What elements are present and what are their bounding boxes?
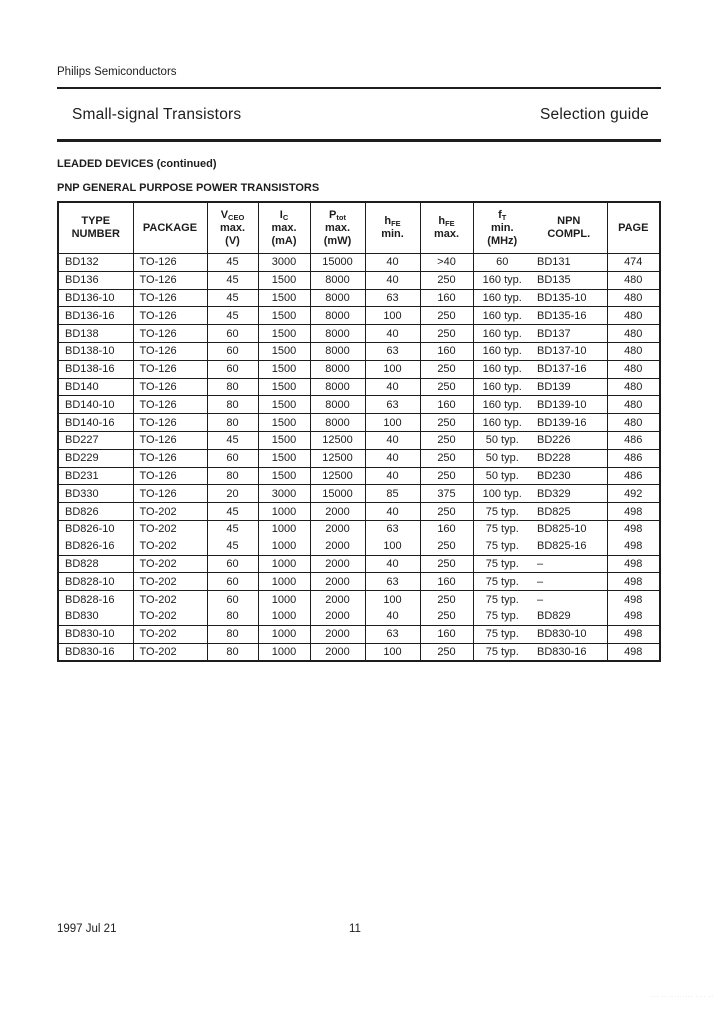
table-cell: 498 (607, 520, 660, 537)
table-cell: BD828-16 (58, 591, 133, 608)
table-cell: BD826 (58, 503, 133, 521)
table-cell: 50 typ. (473, 449, 531, 467)
table-cell: TO-126 (133, 431, 207, 449)
table-cell: TO-126 (133, 307, 207, 325)
table-cell: 40 (365, 254, 420, 272)
table-cell: 2000 (310, 643, 365, 661)
table-cell: BD136 (58, 271, 133, 289)
table-cell: 498 (607, 643, 660, 661)
table-cell: 40 (365, 431, 420, 449)
table-cell: 100 (365, 591, 420, 608)
table-cell: 100 (365, 538, 420, 555)
table-cell: 8000 (310, 307, 365, 325)
table-cell: 40 (365, 503, 420, 521)
table-cell: 250 (420, 608, 473, 625)
col-header-type-number: TYPE NUMBER (58, 202, 133, 254)
table-cell: 63 (365, 342, 420, 360)
table-cell: 486 (607, 431, 660, 449)
table-cell: 160 (420, 625, 473, 643)
table-cell: 60 (207, 449, 258, 467)
table-cell: TO-202 (133, 643, 207, 661)
table-cell: 45 (207, 520, 258, 537)
table-cell: BD330 (58, 485, 133, 503)
table-cell: 486 (607, 467, 660, 485)
table-cell: 50 typ. (473, 431, 531, 449)
table-cell: BD137-16 (531, 360, 607, 378)
table-cell: 498 (607, 608, 660, 625)
table-cell: BD227 (58, 431, 133, 449)
table-cell: BD329 (531, 485, 607, 503)
table-cell: 12500 (310, 431, 365, 449)
table-cell: TO-202 (133, 555, 207, 573)
table-cell: 80 (207, 608, 258, 625)
table-cell: BD825 (531, 503, 607, 521)
table-cell: BD140 (58, 378, 133, 396)
table-cell: 2000 (310, 573, 365, 591)
table-cell: 250 (420, 431, 473, 449)
table-title: PNP GENERAL PURPOSE POWER TRANSISTORS (57, 182, 320, 194)
table-cell: 160 typ. (473, 325, 531, 343)
table-cell: 75 typ. (473, 643, 531, 661)
table-cell: 480 (607, 289, 660, 307)
table-cell: 75 typ. (485, 593, 519, 606)
table-cell: TO-126 (133, 342, 207, 360)
table-cell: BD828 (58, 555, 133, 573)
table-cell: TO-202 (133, 591, 207, 608)
table-cell: BD136-16 (58, 307, 133, 325)
table-row (58, 431, 660, 449)
table-cell: 480 (607, 271, 660, 289)
col-header-npn-compl: NPN COMPL. (531, 202, 607, 254)
table-cell: 250 (420, 555, 473, 573)
table-cell: 160 (420, 520, 473, 537)
transistor-table (57, 201, 661, 662)
table-cell: 1000 (258, 555, 310, 573)
table-cell: 8000 (310, 289, 365, 307)
table-cell: BD830-16 (58, 643, 133, 661)
table-cell: TO-126 (133, 449, 207, 467)
table-cell: BD830-16 (531, 643, 607, 661)
table-header (58, 202, 660, 254)
table-cell: 45 (207, 431, 258, 449)
table-row (58, 503, 660, 521)
table-cell: 45 (207, 271, 258, 289)
table-cell: 480 (607, 360, 660, 378)
table-cell: 8000 (310, 396, 365, 414)
table-cell: 1000 (258, 643, 310, 661)
table-row (58, 289, 660, 307)
table-cell: 80 (207, 414, 258, 432)
table-cell: 1500 (258, 414, 310, 432)
table-cell: 480 (607, 325, 660, 343)
table-cell: 160 typ. (473, 342, 531, 360)
table-cell: BD138-16 (58, 360, 133, 378)
table-cell: >40 (420, 254, 473, 272)
table-cell: 250 (420, 307, 473, 325)
table-cell: BD825-16 (531, 538, 607, 555)
table-row (58, 307, 660, 325)
table-cell: BD828-10 (58, 573, 133, 591)
table-cell: BD228 (531, 449, 607, 467)
col-header-ic-max: $I_C$ max. (mA) (258, 202, 310, 254)
table-cell: 2000 (310, 503, 365, 521)
table-cell: 100 (365, 307, 420, 325)
table-cell: – (531, 573, 607, 591)
table-cell: 1500 (258, 378, 310, 396)
table-cell: 486 (607, 449, 660, 467)
title-divider (57, 139, 661, 142)
header-divider (57, 87, 661, 89)
table-cell: 100 (365, 414, 420, 432)
table-cell: 75 typ. (473, 555, 531, 573)
table-row (58, 573, 660, 591)
table-cell: 480 (607, 307, 660, 325)
table-cell: 40 (365, 467, 420, 485)
table-cell: TO-202 (133, 520, 207, 537)
table-cell: 15000 (310, 254, 365, 272)
col-header-ptot-max: $P_{tot}$ max. (mW) (310, 202, 365, 254)
table-cell: 12500 (310, 449, 365, 467)
table-cell: 75 typ. (473, 503, 531, 521)
table-cell: 75 typ. (473, 625, 531, 643)
table-cell: 40 (365, 608, 420, 625)
table-cell: 250 (420, 360, 473, 378)
table-cell: 2000 (310, 625, 365, 643)
table-cell: 45 (207, 503, 258, 521)
table-cell: 1500 (258, 360, 310, 378)
table-cell: 60 (207, 555, 258, 573)
brand-text: Philips Semiconductors (57, 66, 177, 78)
table-cell: 480 (607, 396, 660, 414)
table-cell: – (531, 555, 607, 573)
table-cell: 2000 (310, 555, 365, 573)
table-cell: BD830-10 (531, 625, 607, 643)
table-row (58, 360, 660, 378)
table-cell: 100 (365, 643, 420, 661)
table-cell: 100 typ. (473, 485, 531, 503)
table-cell: 50 typ. (473, 467, 531, 485)
footer-page-number: 11 (349, 923, 361, 935)
table-cell: 250 (420, 591, 473, 608)
table-cell: 12500 (310, 467, 365, 485)
col-header-vceo-max: $V_{CEO}$ max. (V) (207, 202, 258, 254)
table-cell: BD135-10 (531, 289, 607, 307)
table-cell: 375 (420, 485, 473, 503)
table-cell: 80 (207, 625, 258, 643)
table-cell: 2000 (310, 538, 365, 555)
table-cell: BD825-10 (531, 520, 607, 537)
table-cell: TO-202 (133, 503, 207, 521)
table-cell: TO-126 (133, 254, 207, 272)
table-cell: 80 (207, 643, 258, 661)
table-cell: 40 (365, 271, 420, 289)
table-cell: 1500 (258, 342, 310, 360)
table-cell: 60 (473, 254, 531, 272)
table-cell: 63 (365, 520, 420, 537)
table-cell: BD140-16 (58, 414, 133, 432)
table-row (58, 485, 660, 503)
table-cell: 1500 (258, 396, 310, 414)
table-cell: 75 typ. (473, 608, 531, 625)
table-cell: BD132 (58, 254, 133, 272)
table-cell: BD830-10 (58, 625, 133, 643)
table-cell: 15000 (310, 485, 365, 503)
col-header-page: PAGE (607, 202, 660, 254)
table-cell: 3000 (258, 485, 310, 503)
table-cell: 75 typ. (473, 538, 531, 555)
table-cell: 160 typ. (473, 396, 531, 414)
table-cell: 1000 (258, 625, 310, 643)
table-row (58, 608, 660, 625)
table-cell: BD136-10 (58, 289, 133, 307)
table-cell: TO-202 (133, 538, 207, 555)
table-cell: 498 (607, 591, 660, 608)
table-cell: 63 (365, 625, 420, 643)
table-cell: 85 (365, 485, 420, 503)
table-cell: 480 (607, 414, 660, 432)
table-cell: 60 (207, 573, 258, 591)
table-cell: BD829 (531, 608, 607, 625)
table-cell: 498 (607, 555, 660, 573)
table-cell: 1000 (258, 538, 310, 555)
col-header-ft-min: $f_T$ min. (MHz) (473, 202, 531, 254)
table-cell: 8000 (310, 414, 365, 432)
table-cell: 8000 (310, 342, 365, 360)
table-cell: 8000 (310, 325, 365, 343)
table-cell: 63 (365, 573, 420, 591)
table-cell: BD229 (58, 449, 133, 467)
table-cell: 1000 (258, 573, 310, 591)
table-cell: 45 (207, 289, 258, 307)
table-cell: TO-126 (133, 485, 207, 503)
table-cell: BD135 (531, 271, 607, 289)
table-cell: BD826-16 (58, 538, 133, 555)
table-cell: 1000 (258, 608, 310, 625)
table-cell: 1500 (258, 271, 310, 289)
table-cell: BD140-10 (58, 396, 133, 414)
table-cell: 250 (420, 325, 473, 343)
table-cell: BD138 (58, 325, 133, 343)
page-title: Small-signal Transistors (72, 106, 242, 123)
table-cell: 100 (365, 360, 420, 378)
table-cell: 160 typ. (473, 378, 531, 396)
table-cell: 250 (420, 643, 473, 661)
table-row (58, 396, 660, 414)
table-cell: 60 (207, 591, 258, 608)
table-cell: 80 (207, 378, 258, 396)
table-cell: TO-126 (133, 289, 207, 307)
table-cell: – (531, 591, 607, 608)
table-cell: 40 (365, 325, 420, 343)
table-row (58, 555, 660, 573)
table-cell: 60 (207, 342, 258, 360)
table-cell: 60 (207, 360, 258, 378)
table-cell: 8000 (310, 378, 365, 396)
table-cell: TO-126 (133, 360, 207, 378)
table-cell: 80 (207, 396, 258, 414)
footer-date: 1997 Jul 21 (57, 923, 117, 935)
table-cell: 498 (607, 573, 660, 591)
table-body (58, 254, 660, 662)
table-row (58, 449, 660, 467)
table-cell: 160 (420, 289, 473, 307)
table-cell: BD230 (531, 467, 607, 485)
table-cell: 250 (420, 378, 473, 396)
table-cell: TO-126 (133, 271, 207, 289)
table-cell: TO-202 (133, 608, 207, 625)
table-cell: 160 typ. (473, 289, 531, 307)
table-header-row (58, 202, 660, 254)
col-header-hfe-max: $h_{FE}$ max. (420, 202, 473, 254)
table-row (58, 591, 660, 608)
table-cell: TO-202 (133, 573, 207, 591)
table-cell: 498 (607, 538, 660, 555)
table-cell: 80 (207, 467, 258, 485)
table-row (58, 254, 660, 272)
table-cell: 8000 (310, 360, 365, 378)
table-cell: BD139 (531, 378, 607, 396)
table-cell: BD137-10 (531, 342, 607, 360)
table-cell: 160 typ. (473, 271, 531, 289)
table-cell: 1500 (258, 325, 310, 343)
table-cell: 1500 (258, 289, 310, 307)
table-cell: 8000 (310, 271, 365, 289)
table-cell: TO-202 (133, 625, 207, 643)
table-cell: 160 (420, 396, 473, 414)
table-cell: 1000 (258, 520, 310, 537)
table-cell: 160 typ. (473, 414, 531, 432)
table-cell: BD139-10 (531, 396, 607, 414)
table-cell: BD131 (531, 254, 607, 272)
table-cell: 45 (207, 538, 258, 555)
table-cell: 160 (420, 342, 473, 360)
table-cell: 480 (607, 378, 660, 396)
table-row (58, 625, 660, 643)
table-cell: TO-126 (133, 325, 207, 343)
table-row (58, 271, 660, 289)
table-cell: 1500 (258, 431, 310, 449)
table-row (58, 378, 660, 396)
table-cell: 474 (607, 254, 660, 272)
table-cell: 498 (607, 625, 660, 643)
table-cell: 250 (420, 271, 473, 289)
table-cell: 45 (207, 307, 258, 325)
table-cell: 1500 (258, 449, 310, 467)
col-header-package: PACKAGE (133, 202, 207, 254)
table-cell: 1500 (258, 467, 310, 485)
table-cell: 1500 (258, 307, 310, 325)
table-row (58, 325, 660, 343)
table-cell: TO-126 (133, 396, 207, 414)
title-bar (57, 106, 661, 124)
watermark: ··· ·· ········· ···· ·· (651, 994, 714, 1000)
table-cell: 480 (607, 342, 660, 360)
col-header-hfe-min: $h_{FE}$ min. (365, 202, 420, 254)
table-cell: 45 (207, 254, 258, 272)
table-cell: BD231 (58, 467, 133, 485)
table-cell: 2000 (310, 520, 365, 537)
table-row (58, 342, 660, 360)
table-cell: BD137 (531, 325, 607, 343)
table-row (58, 538, 660, 555)
table-cell: 250 (420, 538, 473, 555)
table-cell: BD139-16 (531, 414, 607, 432)
table-cell: 2000 (310, 608, 365, 625)
table-cell: 492 (607, 485, 660, 503)
table-cell: 160 typ. (473, 307, 531, 325)
table-row (58, 643, 660, 661)
table-cell: 498 (607, 503, 660, 521)
table-cell: 250 (420, 467, 473, 485)
table-cell: 40 (365, 378, 420, 396)
table-cell: 20 (207, 485, 258, 503)
table-row (58, 520, 660, 537)
table-cell: 250 (420, 503, 473, 521)
table-cell: 250 (420, 414, 473, 432)
page-subtitle: Selection guide (540, 106, 649, 123)
table-cell: BD826-10 (58, 520, 133, 537)
table-cell: 40 (365, 555, 420, 573)
table-cell: 160 typ. (473, 360, 531, 378)
table-cell: 160 (420, 573, 473, 591)
table-cell: 3000 (258, 254, 310, 272)
table-row (58, 414, 660, 432)
table-cell: 75 typ. (485, 523, 519, 536)
table-cell: 63 (365, 396, 420, 414)
table-cell: 2000 (310, 591, 365, 608)
table-cell: 75 typ. (473, 573, 531, 591)
table-cell: 60 (207, 325, 258, 343)
table-cell: BD135-16 (531, 307, 607, 325)
table-cell: BD226 (531, 431, 607, 449)
table-cell: 1000 (258, 591, 310, 608)
table-cell: 63 (365, 289, 420, 307)
section-heading: LEADED DEVICES (continued) (57, 158, 217, 170)
table-cell: 1000 (258, 503, 310, 521)
table-row (58, 467, 660, 485)
table-cell: BD830 (58, 608, 133, 625)
table-cell: TO-126 (133, 414, 207, 432)
table-cell: BD138-10 (58, 342, 133, 360)
table-cell: 40 (365, 449, 420, 467)
table-cell: TO-126 (133, 467, 207, 485)
table-cell: 250 (420, 449, 473, 467)
table-cell: TO-126 (133, 378, 207, 396)
